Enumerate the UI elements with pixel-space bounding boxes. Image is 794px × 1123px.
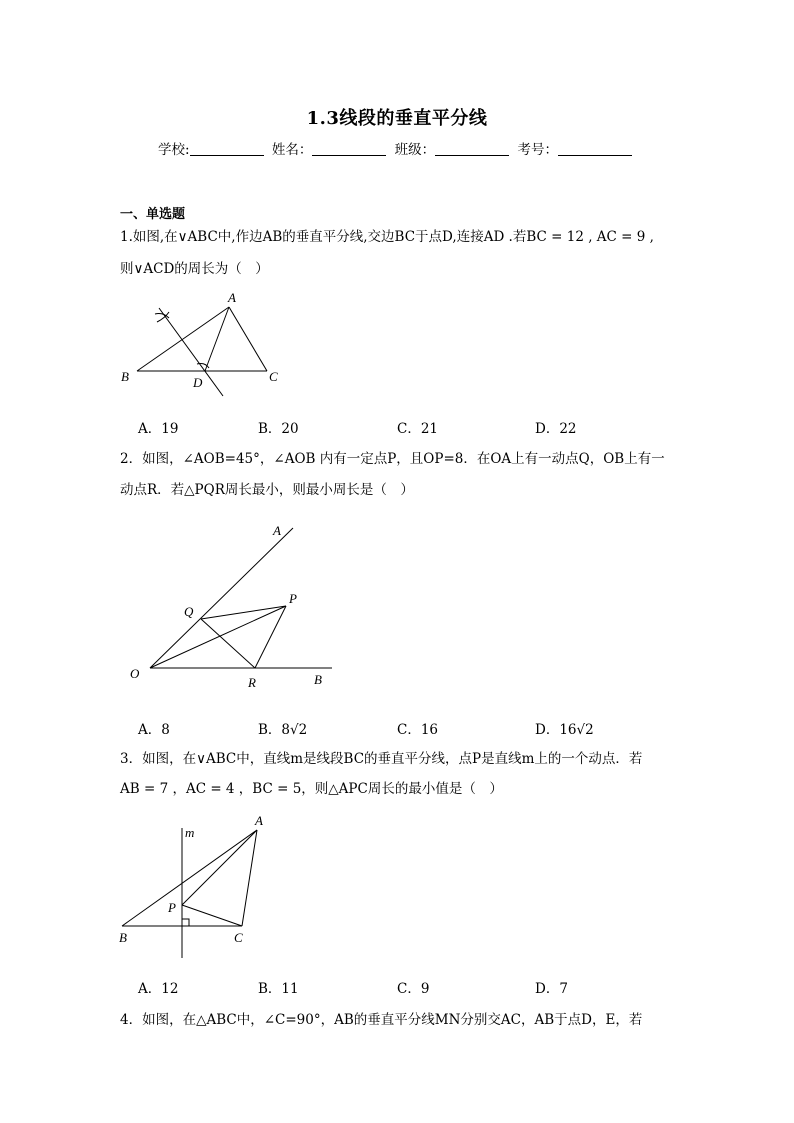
name-label: 姓名： [271,142,313,158]
q2-option-b[interactable]: B．8√2 [258,722,308,738]
number-label: 考号： [517,142,558,158]
segment-qp [201,606,286,619]
question-3-line-1: 3．如图，在∨ABC中，直线m是线段BC的垂直平分线，点P是直线m上的一个动点．若 [120,751,643,767]
segment-ba [122,830,257,926]
label-o: O [130,666,140,681]
bisector-line [159,308,223,396]
class-label: 班级： [394,142,436,158]
segment-op [150,606,286,668]
number-blank[interactable] [558,141,632,156]
right-angle-mark [182,919,189,926]
label-p: P [289,591,297,606]
question-1-line-1: 1.如图,在∨ABC中,作边AB的垂直平分线,交边BC于点D,连接AD .若BC = 12 , AC = 9 , [120,229,654,245]
label-c: C [269,369,278,384]
label-b: B [314,672,322,687]
label-d: D [193,375,203,390]
ray-oa [150,528,293,668]
label-r: R [248,675,256,690]
question-3-line-2: AB = 7 ，AC = 4 ，BC = 5，则△APC周长的最小值是（ ） [120,781,503,797]
q1-option-b[interactable]: B．20 [258,421,299,437]
page-title: 1.3线段的垂直平分线 [306,108,488,129]
segment-ba [137,307,229,371]
q2-option-d[interactable]: D．16√2 [535,722,594,738]
question-2-line-1: 2．如图，∠AOB=45°，∠AOB 内有一定点P，且OP=8．在OA上有一动点Q，OB上有一 [120,451,665,467]
question-2-line-2: 动点R．若△PQR周长最小，则最小周长是（ ） [120,482,414,498]
q3-option-c[interactable]: C．9 [397,981,430,997]
segment-ac [229,307,267,371]
question-1-figure [115,288,295,403]
segment-pr [255,606,286,668]
label-a: A [255,813,263,828]
question-4-line-1: 4．如图，在△ABC中，∠C=90°，AB的垂直平分线MN分别交AC，AB于点D，E，若 [120,1012,643,1028]
label-p: P [168,900,176,915]
label-b: B [119,930,127,945]
q3-option-d[interactable]: D．7 [535,981,568,997]
question-1-line-2: 则∨ACD的周长为（ ） [120,261,269,277]
label-a: A [273,523,281,538]
class-blank[interactable] [435,141,509,156]
q2-option-a[interactable]: A．8 [138,722,170,738]
label-q: Q [184,604,194,619]
segment-ad [205,307,229,371]
segment-pa [182,830,257,905]
segment-ac [242,830,257,926]
q1-option-c[interactable]: C．21 [397,421,439,437]
q1-option-a[interactable]: A．19 [138,421,179,437]
question-3-figure [112,810,277,960]
label-a: A [228,290,236,305]
segment-pc [182,905,242,926]
label-c: C [234,930,243,945]
school-blank[interactable] [190,141,264,156]
label-m: m [185,825,195,840]
name-blank[interactable] [312,141,386,156]
segment-qr [201,619,255,668]
question-2-figure [120,518,340,696]
q1-option-d[interactable]: D．22 [535,421,577,437]
q3-option-a[interactable]: A．12 [138,981,179,997]
q2-option-c[interactable]: C．16 [397,722,439,738]
school-label: 学校: [158,142,190,158]
section-heading: 一、单选题 [120,207,186,222]
label-b: B [121,369,129,384]
q3-option-b[interactable]: B．11 [258,981,299,997]
student-info-row [0,138,794,158]
